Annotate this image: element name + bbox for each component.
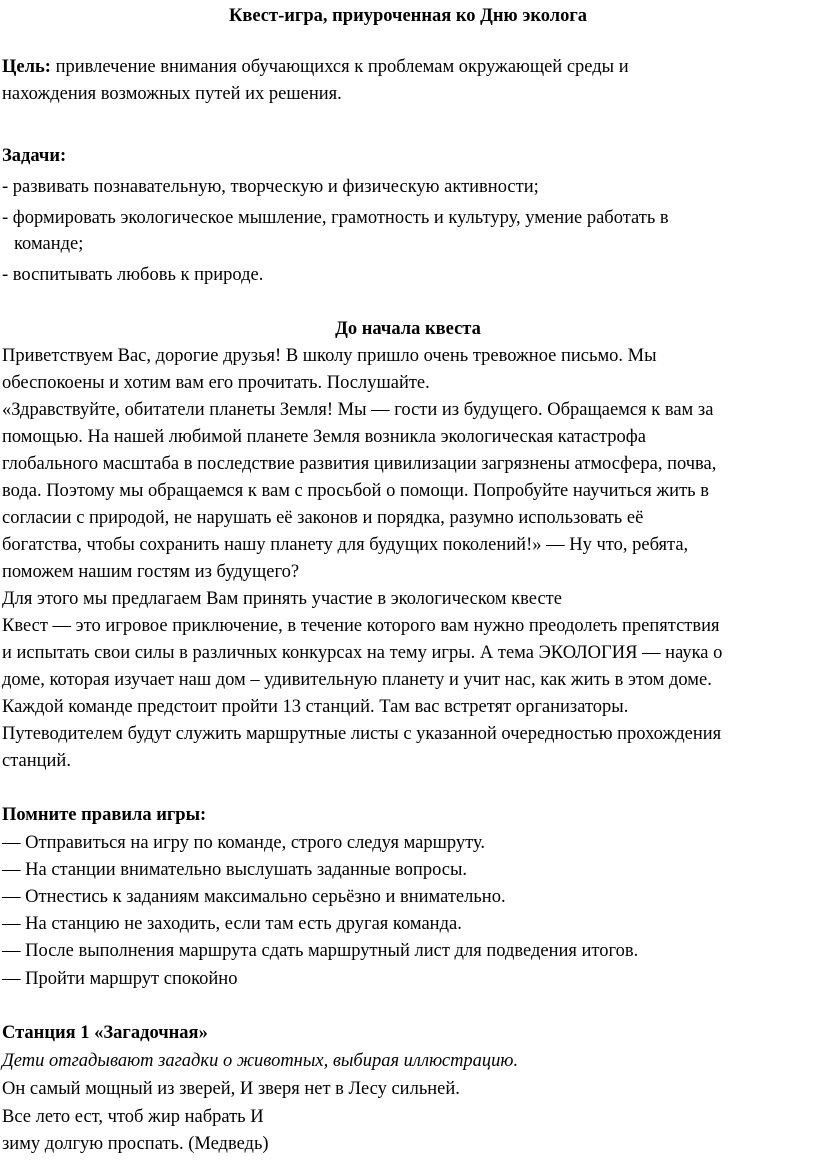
rule-item: — Отнестись к заданиям максимально серьёзно и внимательно.	[2, 887, 506, 907]
goal-label: Цель:	[2, 57, 51, 77]
intro-line: богатства, чтобы сохранить нашу планету для будущих поколений!» — Ну что, ребята,	[2, 535, 689, 555]
document-title: Квест-игра, приуроченная ко Дню эколога	[228, 6, 588, 26]
intro-line: и испытать свои силы в различных конкурсах на тему игры. А тема ЭКОЛОГИЯ — наука о	[2, 643, 723, 663]
intro-line: согласии с природой, не нарушать её законов и порядка, разумно использовать её	[2, 508, 644, 528]
station1-instruction: Дети отгадывают загадки о животных, выбирая иллюстрацию.	[2, 1051, 519, 1071]
intro-line: поможем нашим гостям из будущего?	[2, 562, 300, 582]
intro-line: «Здравствуйте, обитатели планеты Земля! Мы — гости из будущего. Обращаемся к вам за	[2, 400, 714, 420]
goal-text-1: привлечение внимания обучающихся к проблемам окружающей среды и	[50, 57, 629, 77]
intro-line: обеспокоены и хотим вам его прочитать. Послушайте.	[2, 373, 430, 393]
goal-line-2: нахождения возможных путей их решения.	[2, 84, 342, 104]
station1-riddle-line: Все лето ест, чтоб жир набрать И	[2, 1107, 264, 1127]
task-item: - формировать экологическое мышление, грамотность и культуру, умение работать в	[2, 208, 669, 228]
intro-line: станций.	[2, 751, 71, 771]
intro-line: Каждой команде предстоит пройти 13 станций. Там вас встретят организаторы.	[2, 697, 629, 717]
rule-item: — Пройти маршрут спокойно	[2, 969, 238, 989]
task-item-continuation: команде;	[14, 234, 84, 254]
intro-line: помощью. На нашей любимой планете Земля возникла экологическая катастрофа	[2, 427, 646, 447]
intro-heading: До начала квеста	[335, 319, 481, 339]
rule-item: — После выполнения маршрута сдать маршрутный лист для подведения итогов.	[2, 941, 639, 961]
goal-line-1	[2, 56, 629, 78]
rule-item: — Отправиться на игру по команде, строго следуя маршруту.	[2, 833, 486, 853]
intro-line: глобального масштаба в последствие развития цивилизации загрязнены атмосфера, почва,	[2, 454, 717, 474]
rules-heading: Помните правила игры:	[2, 805, 207, 825]
task-item: - воспитывать любовь к природе.	[2, 265, 264, 285]
intro-line: доме, которая изучает наш дом – удивительную планету и учит нас, как жить в этом доме.	[2, 670, 712, 690]
tasks-heading: Задачи:	[2, 146, 67, 166]
intro-line: вода. Поэтому мы обращаемся к вам с просьбой о помощи. Попробуйте научиться жить в	[2, 481, 709, 501]
task-item: - развивать познавательную, творческую и физическую активности;	[2, 177, 539, 197]
rule-item: — На станцию не заходить, если там есть другая команда.	[2, 914, 462, 934]
rule-item: — На станции внимательно выслушать заданные вопросы.	[2, 860, 468, 880]
intro-line: Для этого мы предлагаем Вам принять участие в экологическом квесте	[2, 589, 562, 609]
intro-line: Путеводителем будут служить маршрутные листы с указанной очередностью прохождения	[2, 724, 722, 744]
station1-heading: Станция 1 «Загадочная»	[2, 1023, 208, 1043]
station1-riddle-line: зиму долгую проспать. (Медведь)	[2, 1134, 269, 1154]
station1-riddle-line: Он самый мощный из зверей, И зверя нет в Лесу сильней.	[2, 1079, 460, 1099]
intro-line: Квест — это игровое приключение, в течение которого вам нужно преодолеть препятствия	[2, 616, 720, 636]
intro-line: Приветствуем Вас, дорогие друзья! В школу пришло очень тревожное письмо. Мы	[2, 346, 657, 366]
